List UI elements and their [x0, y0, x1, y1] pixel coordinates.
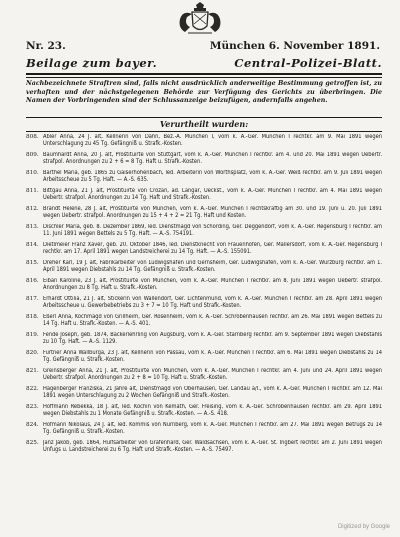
issue-date: München 6. November 1891.: [209, 40, 380, 52]
entry-number: 814.: [26, 241, 39, 248]
issue-number: Nr. 23.: [26, 40, 66, 52]
entry-number: 809.: [26, 151, 39, 158]
list-item: [26, 224, 382, 238]
list-item: [26, 350, 382, 364]
entry-text: Eßerl Anna, Kochmagd von Grillheim, Ger. Rosenheim, vom k. A.-Ger. Schrobenhausen rechtkr. am 26. Mai 1891 wegen Bettels zu 14 Tg. Haft u. Strafk.-Kosten. — A.-S. 401.: [43, 313, 382, 327]
entry-number: 822.: [26, 385, 39, 392]
entry-number: 813.: [26, 223, 39, 230]
entry-text: Erhardt Ottilia, 21 J. alt, Stickerin von Wallendorf, Ger. Lichtenmünd, vom k. A.-Ger. München I rechtkr. am 28. April 1891 wegen Arbeitsscheue u. Gewerbebetriebs zu 3 + 7 = 10 Tg. Haft und Strafk.-Kosten.: [43, 295, 382, 309]
list-item: [26, 152, 382, 166]
list-item: [26, 206, 382, 220]
list-item: [26, 422, 382, 436]
list-item: [26, 368, 382, 382]
divider: [26, 117, 382, 118]
entry-text: Janz Jakob, geb. 1864, Hülfsarbeiter von Grafenhard, Ger. Waldsachsen, vom k. A.-Ger. St. Ingbert rechtkr. am 2. Juni 1891 wegen Unfugs u. Landstreicherei zu 6 Tg. Haft und Strafk.-Kosten. — A.-S. 75497.: [43, 439, 382, 453]
divider: [26, 131, 382, 132]
masthead: [26, 55, 382, 70]
entry-text: Hoffmann Rebekka, 18 J. alt, led. Köchin von Kemath, Ger. Freising, vom k. A.-Ger. Schrobenhausen rechtkr. am 29. April 1891 wegen Diebstahls zu 1 Monate Gefängniß u. Strafk.-Kosten. — A.-S. 418.: [43, 403, 382, 417]
entry-number: 811.: [26, 187, 39, 194]
list-item: [26, 242, 382, 256]
digitized-watermark: Digitized by Google: [337, 524, 390, 530]
entry-list: [26, 134, 382, 518]
entry-number: 824.: [26, 421, 39, 428]
entry-text: Baumhardt Anna, 20 J. alt, Prostituirte von Stuttgart, vom k. A.-Ger. München I rechtkr. am 4. und 20. Mai 1891 wegen Uebertr. strafpol. Anordnungen zu 2 + 6 = 8 Tg. Haft u. Strafk.-Kosten.: [43, 151, 382, 166]
list-item: [26, 188, 382, 202]
entry-text: Furtner Anna Wallburga, 23 J. alt, Kellnerin von Passau, vom k. A.-Ger. München I rechtkr. am 6. Mai 1891 wegen Diebstahls zu 14 Tg. Gefängniß u. Strafk.-Kosten.: [43, 349, 382, 363]
entry-text: Greinsberger Anna, 21 J. alt, Prostituirte von München, vom k. A.-Ger. München I rechtkr. am 4. Juni und 24. April 1891 wegen Uebertr. strafpol. Anordnungen zu 2 + 8 = 10 Tg. Haft u. Strafk.-Kosten.: [43, 367, 382, 381]
notice-text: Nachbezeichnete Straftren sind, falls nicht ausdrücklich anderweitige Bestimmung getroffen ist, zu verhaften und der nächstgelegenen Behörde zur Verfügung des Gerichts zu überbringen. Die Namen der Vorbringenden sind der Schlussanzeige beizufügen, andernfalls angehen.: [26, 80, 382, 104]
list-item: [26, 296, 382, 310]
entry-text: Hagenberger Franziska, 21 Jahre alt, Dienstmagd von Oberhausen, Ger. Landau a/I., vom k. A.-Ger. München I rechtkr. am 12. Mai 1891 wegen Unterschlagung zu 2 Wochen Gefängniß und Strafk.-Kosten.: [43, 385, 382, 399]
list-item: [26, 278, 382, 292]
list-item: [26, 260, 382, 274]
list-item: [26, 170, 382, 184]
masthead-right: Central-Polizei-Blatt.: [234, 55, 382, 70]
list-item: [26, 386, 382, 400]
entry-number: 810.: [26, 169, 39, 176]
entry-text: Bittgau Anna, 21 J. alt, Prostituirte von Crozan, ad. Langar, Ueckst., vom k. A.-Ger. München I rechtkr. am 4. Mai 1891 wegen Uebertr. strafpol. Anordnungen zu 14 Tg. Haft und Strafk.-Kosten.: [43, 187, 382, 202]
entry-text: Dietlmeier Franz Xaver, geb. 20. Oktober 1846, led. Dienstknecht von Frauenhofen, Ger. Mallersdorf, vom k. A.-Ger. Regensburg I rechtkr. am 17. April 1891 wegen Landstreicherei zu 14 Tg. Haft. — A.-S. 155091.: [43, 241, 382, 255]
entry-number: 820.: [26, 349, 39, 356]
entry-text: Dreher Karl, 19 J. alt, Fabrikarbeiter von Ludwigshafen und Gernsheim, Ger. Ludwigshafen, vom k. A.-Ger. Würzburg rechtkr. am 1. April 1891 wegen Diebstahls zu 14 Tg. Gefängniß u. Strafk.-Kosten.: [43, 259, 382, 273]
list-item: [26, 332, 382, 346]
entry-number: 823.: [26, 403, 39, 410]
entry-text: Eiban Karoline, 23 J. alt, Prostituirte von München, vom k. A.-Ger. München I rechtkr. am 8. Juni 1891 wegen Uebertr. strafpol. Anordnungen zu 8 Tg. Haft u. Strafk.-Kosten.: [43, 277, 382, 291]
masthead-left: Beilage zum bayer.: [26, 55, 158, 70]
entry-text: Hofmann Nikolaus, 24 J. alt, led. Kommis von Nürnberg, vom k. A.-Ger. München I rechtkr. am 27. Mai 1891 wegen Betrugs zu 14 Tg. Gefängniß u. Strafk.-Kosten.: [43, 421, 382, 435]
entry-text: Dischler Maria, geb. 8. Dezember 1869, led. Dienstmagd von Schörding, Ger. Deggendorf, vom k. A.-Ger. Regensburg I rechtkr. am 11. Juni 1891 wegen Bettels zu 5 Tg. Haft. — A.-S. 754191.: [43, 223, 382, 238]
list-item: [26, 440, 382, 454]
entry-number: 817.: [26, 295, 39, 302]
entry-text: Barthel Maria, geb. 1865 zu Gaiserhöhenbach, led. Arbeiterin von Wörthsplatz, vom k. A.-Ger. Weiß rechtkr. am 9. Juli 1891 wegen Arbeitsscheue zu 5 Tg. Haft. — A.-S. 635.: [43, 169, 382, 184]
entry-text: Abler Anna, 24 J. alt, Kellnerin von Dahn, Bez.-A. München I, vom k. A.-Ger. München I rechtkr. am 9. Mai 1891 wegen Unterschlagung zu 45 Tg. Gefängniß u. Strafk.-Kosten.: [43, 134, 382, 148]
entry-number: 816.: [26, 277, 39, 284]
divider: [26, 73, 382, 75]
list-item: [26, 404, 382, 418]
divider: [26, 77, 382, 78]
entry-number: 819.: [26, 331, 39, 338]
list-item: [26, 314, 382, 328]
entry-text: Fende Joseph, geb. 1874, Bäckerlehrling von Augsburg, vom k. A.-Ger. Starnberg rechtkr. am 9. September 1891 wegen Diebstahls zu 10 Tg. Haft. — A.-S. 1129.: [43, 331, 382, 345]
entry-number: 808.: [26, 134, 39, 140]
entry-text: Brandt Helene, 28 J. alt, Prostituirte von München, vom k. A.-Ger. München I rechtskräftig am 30. und 19. Juni u. 20. Juli 1891 wegen Uebertr. strafpol. Anordnungen zu 15 + 4 + 2 = 21 Tg. Haft und Kosten.: [43, 205, 382, 220]
section-heading: Verurtheilt wurden:: [159, 119, 249, 129]
royal-crest-icon: [170, 2, 230, 38]
list-item: [26, 134, 382, 148]
entry-number: 825.: [26, 439, 39, 446]
entry-number: 815.: [26, 259, 39, 266]
entry-number: 821.: [26, 367, 39, 374]
entry-number: 818.: [26, 313, 39, 320]
entry-number: 812.: [26, 205, 39, 212]
